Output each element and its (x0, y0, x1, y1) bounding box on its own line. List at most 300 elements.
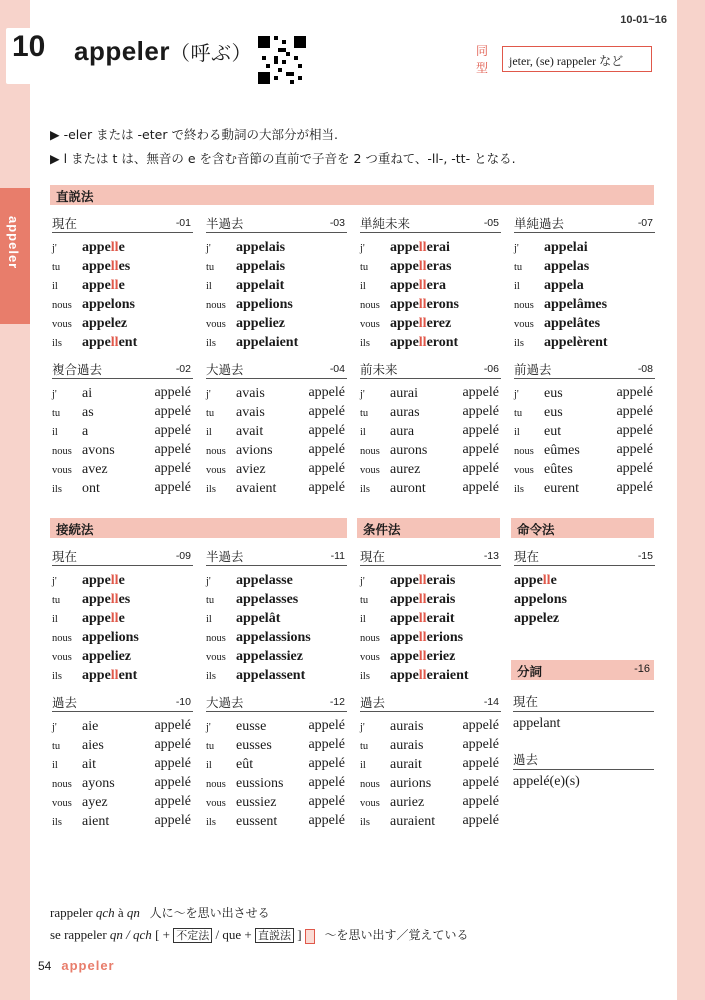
verb-ending: aient (268, 335, 299, 350)
verb-stem: appe (82, 240, 111, 255)
pronoun: ils (52, 671, 62, 682)
verb-form (544, 278, 584, 293)
past-participle: appelé (308, 813, 345, 828)
pronoun: vous (206, 465, 226, 476)
pronoun: nous (206, 633, 226, 644)
tense-name (52, 359, 193, 379)
pronoun: nous (206, 779, 226, 790)
past-participle: appelé (154, 385, 191, 400)
verb-title (74, 36, 252, 67)
verb-ending: âmes (576, 297, 608, 312)
conjugation-row (52, 589, 193, 608)
verb-stem: appe (82, 592, 111, 607)
tense-code: -12 (329, 696, 345, 708)
conjugation-row (360, 275, 501, 294)
tense-table (360, 692, 501, 830)
tense-name (360, 692, 501, 712)
pronoun: ils (52, 484, 62, 495)
conjugation-row (52, 716, 193, 735)
verb-form (236, 611, 280, 626)
pronoun: tu (206, 741, 215, 752)
conjugation-row (206, 811, 347, 830)
usage-meaning: 人に～を思い出させる (149, 906, 270, 920)
conjugation-row (206, 237, 347, 256)
pronoun: ils (52, 338, 62, 349)
conjugation-row (206, 402, 347, 421)
conjugation-row (206, 716, 347, 735)
auxiliary: aurai (390, 386, 418, 401)
tense-code: -09 (175, 550, 191, 562)
conjugation-row (360, 735, 501, 754)
doubled-consonant: ll (110, 611, 119, 626)
auxiliary: eût (236, 757, 254, 772)
conjugation-row (206, 440, 347, 459)
verb-form (236, 649, 303, 664)
conjugation-rows (360, 379, 501, 497)
verb-stem: appel (82, 649, 115, 664)
auxiliary: eus (544, 405, 563, 420)
verb-stem: appel (544, 259, 577, 274)
doubled-consonant: ll (110, 278, 119, 293)
verb-stem: appel (236, 297, 269, 312)
conjugation-row (52, 570, 193, 589)
tense-label: 現在 (360, 549, 386, 564)
past-participle: appelé (308, 718, 345, 733)
auxiliary: ayons (82, 776, 115, 791)
verb-ending: assiez (268, 649, 303, 664)
pronoun: il (360, 760, 366, 771)
auxiliary: eut (544, 424, 562, 439)
past-participle: appelé (308, 442, 345, 457)
verb-stem: appel (236, 649, 269, 664)
conjugation-row (360, 440, 501, 459)
verb-form (236, 259, 285, 274)
auxiliary: eûmes (544, 443, 580, 458)
pronoun: nous (52, 633, 72, 644)
section-conditionnel (357, 518, 500, 538)
pronoun: tu (52, 408, 61, 419)
verb-ending: assions (268, 630, 311, 645)
section-conditionnel-label: 条件法 (363, 522, 401, 537)
past-participle: appelé (616, 480, 653, 495)
verb-form (544, 240, 588, 255)
pronoun: ils (52, 817, 62, 828)
auxiliary: eusse (236, 719, 267, 734)
verb-stem: appel (82, 316, 115, 331)
doubled-consonant: ll (542, 573, 551, 588)
pronoun: j' (206, 243, 211, 254)
section-subjonctif-label: 接続法 (56, 522, 94, 537)
tense-label: 過去 (360, 695, 386, 710)
verb-form (236, 630, 311, 645)
conjugation-row (206, 256, 347, 275)
verb-form (514, 592, 567, 607)
past-participle: appelé (616, 442, 653, 457)
tense-code: -03 (329, 217, 345, 229)
doubled-consonant: ll (418, 278, 427, 293)
tense-table (360, 213, 501, 351)
pronoun: j' (514, 243, 519, 254)
pronoun: vous (360, 319, 380, 330)
conjugation-row (514, 294, 655, 313)
footer-verb: appeler (61, 958, 115, 973)
verb-stem: appel (514, 611, 547, 626)
doubled-consonant: ll (110, 573, 119, 588)
auxiliary: auriez (390, 795, 425, 810)
conjugation-row (514, 402, 655, 421)
tense-label: 単純未来 (360, 216, 411, 231)
past-participle: appelé (154, 423, 191, 438)
pronoun: tu (206, 595, 215, 606)
participe-present-label: 現在 (513, 692, 654, 712)
verb-stem: appe (390, 278, 419, 293)
tense-table (514, 359, 655, 497)
pronoun: nous (360, 779, 380, 790)
section-indicatif (50, 185, 654, 205)
conjugation-rows (52, 712, 193, 830)
pronoun: tu (360, 262, 369, 273)
past-participle: appelé (154, 737, 191, 752)
pronoun: il (360, 281, 366, 292)
tense-name (52, 213, 193, 233)
auxiliary: ayez (82, 795, 108, 810)
conjugation-row (206, 792, 347, 811)
pronoun: il (206, 281, 212, 292)
verb-form (514, 611, 559, 626)
verb-ending: iez (268, 316, 286, 331)
verb-stem: appe (390, 611, 419, 626)
past-participle: appelé (462, 461, 499, 476)
conjugation-rows (360, 712, 501, 830)
pronoun: ils (206, 338, 216, 349)
pronoun: il (514, 281, 520, 292)
section-indicatif-label: 直説法 (56, 189, 94, 204)
conjugation-row (360, 294, 501, 313)
tense-label: 大過去 (206, 695, 244, 710)
verb-form (82, 630, 139, 645)
usage-box-infinitive: 不定法 (173, 928, 212, 943)
tense-table (206, 546, 347, 684)
conjugation-row (206, 332, 347, 351)
pronoun: nous (360, 446, 380, 457)
tense-table (360, 546, 501, 684)
section-imperatif (511, 518, 654, 538)
conjugation-row (52, 608, 193, 627)
pronoun: il (52, 614, 58, 625)
conjugation-row (206, 608, 347, 627)
auxiliary: as (82, 405, 94, 420)
highlight-marker-icon (305, 929, 315, 944)
tense-label: 複合過去 (52, 362, 103, 377)
verb-ending: ait (268, 278, 285, 293)
verb-form (390, 240, 450, 255)
verb-ending: es (118, 259, 131, 274)
past-participle: appelé (154, 480, 191, 495)
tense-code: -01 (175, 217, 191, 229)
verb-ending: erait (426, 611, 455, 626)
past-participle: appelé (616, 385, 653, 400)
verb-ending: erais (426, 573, 456, 588)
conjugation-row (360, 237, 501, 256)
conjugation-row (360, 459, 501, 478)
auxiliary: aura (390, 424, 415, 439)
auxiliary: eurent (544, 481, 579, 496)
pronoun: vous (206, 319, 226, 330)
conjugation-row (206, 383, 347, 402)
past-participle: appelé (154, 794, 191, 809)
pronoun: vous (206, 798, 226, 809)
verb-form (544, 259, 589, 274)
past-participle: appelé (154, 813, 191, 828)
tense-table (206, 359, 347, 497)
past-participle: appelé (462, 480, 499, 495)
verb-ending: as (576, 259, 590, 274)
tense-code: -06 (483, 363, 499, 375)
verb-stem: appel (544, 335, 577, 350)
pronoun: tu (52, 595, 61, 606)
pronoun: ils (206, 484, 216, 495)
conjugation-row (514, 459, 655, 478)
pronoun: vous (360, 798, 380, 809)
note-line: ▶ -eler または -eter で終わる動詞の大部分が相当. (50, 127, 338, 142)
verb-stem: appe (82, 259, 111, 274)
section-participe (511, 660, 654, 680)
section-imperatif-label: 命令法 (517, 522, 555, 537)
pronoun: nous (514, 300, 534, 311)
verb-form (390, 573, 455, 588)
usage-notes (50, 902, 469, 947)
conjugation-row (206, 754, 347, 773)
past-participle: appelé (154, 442, 191, 457)
tense-table (514, 546, 655, 627)
verb-stem: appel (236, 573, 269, 588)
verb-ending: e (118, 278, 125, 293)
usage-verb: rappeler (50, 905, 93, 920)
pronoun: j' (206, 576, 211, 587)
tense-name (52, 546, 193, 566)
conjugation-row (514, 256, 655, 275)
pronoun: vous (52, 798, 72, 809)
verb-ending: asses (268, 592, 299, 607)
verb-stem: appe (82, 335, 111, 350)
verb-stem: appe (82, 278, 111, 293)
tense-label: 前過去 (514, 362, 552, 377)
auxiliary: aurons (390, 443, 428, 458)
pronoun: nous (360, 633, 380, 644)
pronoun: j' (360, 243, 365, 254)
verb-stem: appel (236, 668, 269, 683)
verb-ending: erez (426, 316, 452, 331)
verb-ending: eraient (426, 668, 469, 683)
usage-verb: se rappeler (50, 927, 107, 942)
pronoun: ils (360, 671, 370, 682)
tense-table (206, 213, 347, 351)
conjugation-row (52, 440, 193, 459)
auxiliary: avaient (236, 481, 277, 496)
conjugation-row (360, 256, 501, 275)
verb-stem: appel (236, 240, 269, 255)
verb-stem: appe (82, 573, 111, 588)
past-participle: appelé (616, 461, 653, 476)
conjugation-row (206, 646, 347, 665)
tense-table (52, 359, 193, 497)
pronoun: tu (360, 408, 369, 419)
verb-ending: ât (268, 611, 281, 626)
auxiliary: aie (82, 719, 99, 734)
verb-ending: ent (118, 335, 138, 350)
verb-ending: ent (118, 668, 138, 683)
tense-name (206, 692, 347, 712)
verb-ending: ais (268, 240, 286, 255)
pronoun: nous (206, 446, 226, 457)
past-participle: appelé (308, 737, 345, 752)
verb-stem: appel (544, 240, 577, 255)
tense-code: -13 (483, 550, 499, 562)
verb-stem: appe (390, 259, 419, 274)
conjugation-row (52, 665, 193, 684)
tense-name (206, 359, 347, 379)
conjugation-rows (52, 379, 193, 497)
past-participle: appelé (462, 756, 499, 771)
pronoun: tu (206, 262, 215, 273)
tense-name (360, 546, 501, 566)
pronoun: j' (52, 722, 57, 733)
side-tab-label: appeler (6, 216, 21, 270)
verb-ending: erai (426, 240, 450, 255)
doubled-consonant: ll (418, 259, 427, 274)
auxiliary: auront (390, 481, 426, 496)
auxiliary: eûtes (544, 462, 573, 477)
verb-stem: appe (82, 668, 111, 683)
participe-present (513, 692, 654, 732)
verb-meaning: （呼ぶ） (170, 41, 252, 65)
conjugation-row (206, 735, 347, 754)
doubled-consonant: ll (418, 592, 427, 607)
tense-label: 半過去 (206, 549, 244, 564)
section-participe-code: -16 (634, 663, 650, 675)
verb-ending: e (118, 573, 125, 588)
usage-line-2 (50, 924, 469, 947)
conjugation-row (514, 332, 655, 351)
tense-label: 前未来 (360, 362, 398, 377)
conjugation-rows (360, 233, 501, 351)
verb-ending: ions (268, 297, 293, 312)
pronoun: tu (360, 595, 369, 606)
participe-present-value: appelant (513, 716, 561, 731)
tense-code: -04 (329, 363, 345, 375)
past-participle: appelé (154, 718, 191, 733)
verb-ending: a (576, 278, 584, 293)
verb-stem: appel (544, 278, 577, 293)
pronoun: vous (360, 465, 380, 476)
conjugation-row (52, 735, 193, 754)
verb-form (236, 592, 298, 607)
participe-passe-label: 過去 (513, 750, 654, 770)
tense-code: -05 (483, 217, 499, 229)
verb-form (544, 297, 607, 312)
conjugation-row (360, 608, 501, 627)
past-participle: appelé (462, 794, 499, 809)
past-participle: appelé (616, 423, 653, 438)
auxiliary: aurait (390, 757, 422, 772)
pronoun: tu (514, 262, 523, 273)
conjugation-row (514, 313, 655, 332)
conjugation-row (52, 313, 193, 332)
verb-ending: ons (114, 297, 135, 312)
pronoun: il (206, 427, 212, 438)
pronoun: j' (52, 243, 57, 254)
conjugation-row (52, 237, 193, 256)
doubled-consonant: ll (418, 668, 427, 683)
conjugation-row (52, 627, 193, 646)
verb-form (390, 630, 463, 645)
auxiliary: avait (236, 424, 264, 439)
conjugation-rows (52, 233, 193, 351)
participe-passe-value: appelé(e)(s) (513, 774, 580, 789)
doubled-consonant: ll (418, 240, 427, 255)
verb-form (82, 573, 125, 588)
doubled-consonant: ll (110, 668, 119, 683)
usage-meaning: ～を思い出す／覚えている (324, 928, 469, 942)
section-subjonctif (50, 518, 347, 538)
past-participle: appelé (154, 404, 191, 419)
pronoun: ils (206, 671, 216, 682)
conjugation-rows (206, 379, 347, 497)
conjugation-rows (52, 566, 193, 684)
pronoun: il (206, 614, 212, 625)
verb-ending: eriez (426, 649, 456, 664)
conjugation-row (514, 237, 655, 256)
tense-code: -07 (637, 217, 653, 229)
qr-code-icon[interactable] (258, 36, 306, 84)
verb-ending: ais (268, 259, 286, 274)
verb-stem: appel (236, 335, 269, 350)
verb-ending: eras (426, 259, 452, 274)
conjugation-row (360, 570, 501, 589)
auxiliary: avais (236, 405, 265, 420)
tense-code: -08 (637, 363, 653, 375)
conjugation-row (360, 402, 501, 421)
verb-stem: appe (390, 240, 419, 255)
verb-form (390, 649, 455, 664)
conjugation-row (360, 627, 501, 646)
verb-ending: erons (426, 297, 459, 312)
pronoun: il (206, 760, 212, 771)
pronoun: j' (514, 389, 519, 400)
pronoun: il (52, 281, 58, 292)
conjugation-rows (206, 233, 347, 351)
doubled-consonant: ll (110, 335, 119, 350)
conjugation-row (360, 478, 501, 497)
past-participle: appelé (308, 423, 345, 438)
tense-code: -15 (637, 550, 653, 562)
doubled-consonant: ll (110, 240, 119, 255)
verb-form (390, 297, 459, 312)
note-line: ▶ l または t は、無音の e を含む音節の直前で子音を 2 つ重ねて、-ll-, -tt- となる. (50, 151, 516, 166)
pronoun: vous (206, 652, 226, 663)
auxiliary: eussiez (236, 795, 277, 810)
verb-ending: assent (268, 668, 306, 683)
past-participle: appelé (154, 756, 191, 771)
dokei-value: jeter, (se) rappeler など (502, 46, 652, 72)
past-participle: appelé (308, 775, 345, 790)
verb-form (390, 335, 458, 350)
pronoun: tu (52, 741, 61, 752)
page-code: 10-01~16 (620, 14, 667, 26)
auxiliary: eussent (236, 814, 278, 829)
verb-stem: appel (236, 278, 269, 293)
past-participle: appelé (308, 404, 345, 419)
